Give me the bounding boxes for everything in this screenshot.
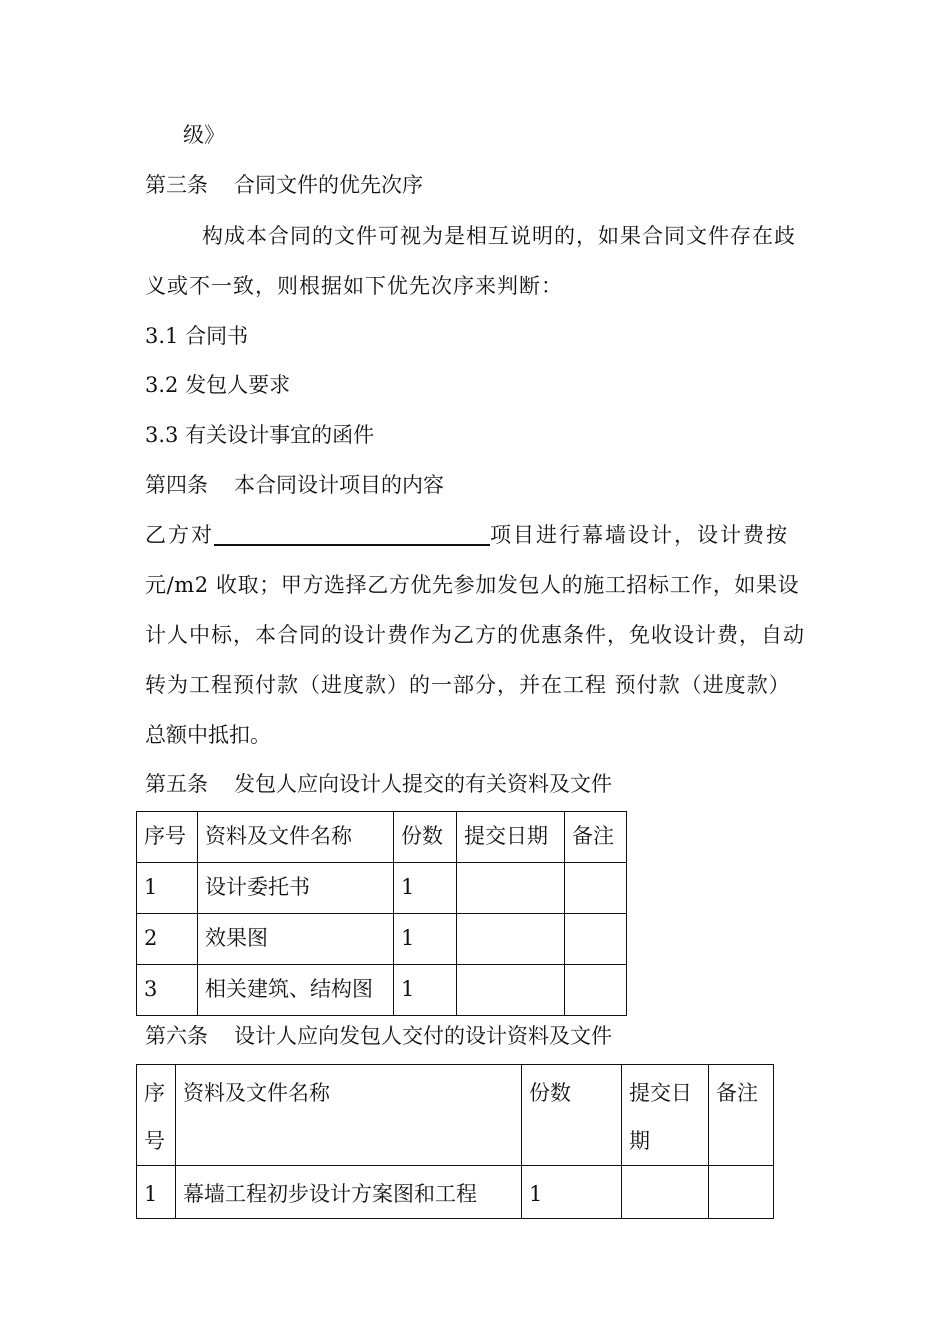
party-b-prefix: 乙方对 <box>145 523 214 547</box>
article-3-title: 合同文件的优先次序 <box>234 173 423 197</box>
cell <box>457 965 565 1016</box>
article-5-title: 发包人应向设计人提交的有关资料及文件 <box>234 772 612 796</box>
list-item-3-2: 3.2 发包人要求 <box>145 373 291 397</box>
article-3-number: 第三条 <box>145 173 208 197</box>
article-4-title: 本合同设计项目的内容 <box>234 473 444 497</box>
submission-table <box>136 811 627 1016</box>
paragraph-priority-line1: 构成本合同的文件可视为是相互说明的，如果合同文件存在歧 <box>202 224 796 248</box>
table-row <box>137 914 627 965</box>
header-cell: 份数 <box>522 1065 622 1166</box>
paragraph-design-line1 <box>145 520 789 550</box>
table-row <box>137 1166 774 1219</box>
cell: 效果图 <box>198 914 394 965</box>
cell <box>565 863 627 914</box>
header-text: 提交日 <box>629 1081 692 1105</box>
article-6-heading <box>145 1021 612 1051</box>
cell <box>457 863 565 914</box>
cell: 1 <box>394 863 457 914</box>
paragraph-design-line3: 计人中标，本合同的设计费作为乙方的优惠条件，免收设计费，自动 <box>145 623 805 647</box>
header-text: 号 <box>144 1129 165 1153</box>
cell: 1 <box>522 1166 622 1219</box>
header-cell: 序号 <box>137 812 198 863</box>
continuation-text: 级》 <box>183 123 225 147</box>
header-text: 序 <box>144 1081 165 1105</box>
party-b-suffix: 项目进行幕墙设计，设计费按 <box>490 523 789 547</box>
article-6-number: 第六条 <box>145 1024 208 1048</box>
cell <box>565 914 627 965</box>
cell: 1 <box>394 914 457 965</box>
cell <box>457 914 565 965</box>
list-item-3-1: 3.1 合同书 <box>145 324 249 348</box>
list-item-3-3: 3.3 有关设计事宜的函件 <box>145 423 375 447</box>
cell: 1 <box>394 965 457 1016</box>
paragraph-design-line2: 元/m2 收取；甲方选择乙方优先参加发包人的施工招标工作，如果设 <box>145 573 800 597</box>
article-4-heading <box>145 470 444 500</box>
article-5-number: 第五条 <box>145 772 208 796</box>
header-cell: 提交日期 <box>457 812 565 863</box>
table-header-row <box>137 812 627 863</box>
cell <box>709 1166 774 1219</box>
cell: 2 <box>137 914 198 965</box>
cell: 幕墙工程初步设计方案图和工程 <box>176 1166 522 1219</box>
article-6-title: 设计人应向发包人交付的设计资料及文件 <box>234 1024 612 1048</box>
cell: 1 <box>137 863 198 914</box>
paragraph-design-line5: 总额中抵扣。 <box>145 723 271 747</box>
header-cell <box>622 1065 709 1166</box>
cell: 3 <box>137 965 198 1016</box>
cell: 设计委托书 <box>198 863 394 914</box>
header-cell: 资料及文件名称 <box>198 812 394 863</box>
header-cell: 资料及文件名称 <box>176 1065 522 1166</box>
header-cell <box>137 1065 176 1166</box>
cell <box>622 1166 709 1219</box>
article-3-heading <box>145 170 423 200</box>
header-cell: 份数 <box>394 812 457 863</box>
header-cell: 备注 <box>565 812 627 863</box>
header-text: 期 <box>629 1129 650 1153</box>
table-row <box>137 965 627 1016</box>
article-4-number: 第四条 <box>145 473 208 497</box>
cell: 相关建筑、结构图 <box>198 965 394 1016</box>
table-row <box>137 863 627 914</box>
cell <box>565 965 627 1016</box>
table-header-row <box>137 1065 774 1166</box>
paragraph-priority-line2: 义或不一致，则根据如下优先次序来判断： <box>145 274 563 298</box>
article-5-heading <box>145 769 612 799</box>
deliverables-table <box>136 1064 774 1219</box>
header-cell: 备注 <box>709 1065 774 1166</box>
paragraph-design-line4: 转为工程预付款（进度款）的一部分，并在工程 预付款（进度款） <box>145 673 791 697</box>
cell: 1 <box>137 1166 176 1219</box>
project-name-blank[interactable] <box>214 522 490 546</box>
